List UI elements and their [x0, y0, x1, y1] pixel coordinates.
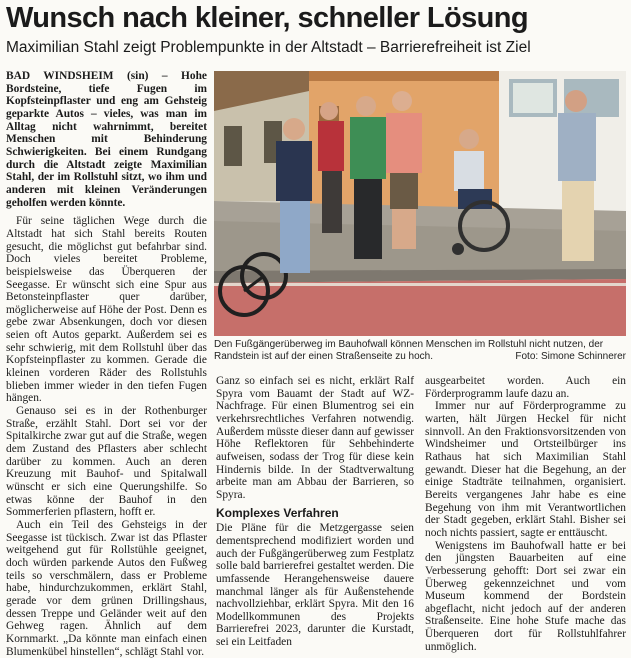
subheadline: Maximilian Stahl zeigt Problempunkte in der Altstadt – Barrierefreiheit ist Ziel — [6, 39, 531, 56]
headline: Wunsch nach kleiner, schneller Lösung — [6, 2, 528, 34]
photo-credit: Foto: Simone Schinnerer — [515, 351, 626, 362]
column-2 — [216, 375, 414, 649]
body-paragraph: Für seine täglichen Wege durch die Altstadt hat sich Stahl bereits Routen gesucht, die möglichst gut befahrbar sind. Doch vieles bereitet Probleme, beispielsweise das Überqueren der Seegasse. Er wünscht sich eine Spur aus Betonsteinpflaster quer darüber, möglicherweise auf Höhe der Post. Denn es gebe zwar Absenkungen, doch vor diesen seien oft Autos geparkt. Außerdem sei es sehr schwierig, mit dem Rollstuhl über das Kopfsteinpflaster zu kommen. Gerade die kleinen vorderen Räder des Rollstuhls blieben immer wieder in den tiefen Fugen hängen. — [6, 215, 207, 405]
column-3 — [425, 375, 626, 653]
photo-caption: Den Fußgängerüberweg im Bauhofwall können Menschen im Rollstuhl nicht nutzen, der Randstein ist auf der einen Straßenseite zu hoch. — [214, 339, 604, 362]
section-heading: Komplexes Verfahren — [216, 505, 339, 520]
photo-caption-block — [214, 339, 626, 363]
body-paragraph: ausgearbeitet worden. Auch ein Förderprogramm laufe dazu an. — [425, 375, 626, 400]
column-1 — [6, 70, 207, 658]
body-paragraph: Immer nur auf Förderprogramme zu warten, hält Jürgen Heckel für nicht sinnvoll. An den Fraktionsvorsitzenden von Windsheimer und Ortsteilbürger ins Rathaus hat sich Maximilian Stahl gewandt. Dieser hat die Begehung, an der einige Stadträte teilnahmen, organisiert. Bereits vergangenes Jahr habe es eine Begehung von ihm mit Verantwortlichen der Stadt gegeben, erklärt Stahl. Bisher sei noch nichts passiert, sagte er enttäuscht. — [425, 400, 626, 539]
body-paragraph: Auch ein Teil des Gehsteigs in der Seegasse ist tückisch. Zwar ist das Pflaster weitgehend gut für Rollstühle geeignet, doch würden parkende Autos den Fußweg teils so verschmälern, dass er Probleme habe, hindurchzukommen, erklärt Stahl, gerade vor dem grünen Drillingshaus, dessen Treppe und Geländer weit auf den Gehweg ragen. Ähnlich auf dem Kornmarkt. „Da könnte man einfach einen Blumenkübel hinstellen“, schlägt Stahl vor. — [6, 518, 207, 658]
body-paragraph: Ganz so einfach sei es nicht, erklärt Ralf Spyra vom Bauamt der Stadt auf WZ-Nachfrage. Für einen Blumentrog sei ein verkehrsrechtliches Verfahren notwendig. Außerdem müsste dieser dann auf gewisser Höhe Reflektoren für Sehbehinderte aufweisen, sodass der Trog für diese kein Hindernis bilde. In der Stadtverwaltung arbeite man am Abbau der Barrieren, so Spyra. — [216, 375, 414, 501]
body-paragraph: Wenigstens im Bauhofwall hatte er bei den jüngsten Bauarbeiten auf eine Verbesserung gehofft: Dort sei zwar ein Überweg gekennzeichnet und vom Museum kommend der Bordstein abgeflacht, nicht jedoch auf der anderen Straßenseite. Eine hohe Stufe mache das Überqueren dort für Rollstuhlfahrer unmöglich. — [425, 539, 626, 653]
lead-paragraph — [6, 70, 207, 209]
body-paragraph: Genauso sei es in der Rothenburger Straße, erzählt Stahl. Dort sei vor der Spitalkirche zwar gut auf die Straße, wegen dem Zustand des Pflasters aber schlecht darüber zu kommen. Auch an deren Kreuzung mit Bauhof- und Spitalwall wünscht er sich eine Querungshilfe. So etwas könne der Bauhof in den Sommerferien pflastern, hofft er. — [6, 405, 207, 519]
photo-illustration — [214, 71, 626, 336]
body-paragraph: Die Pläne für die Metzgergasse seien dementsprechend modifiziert worden und auch der Fußgängerüberweg zum Festplatz solle bald barrierefrei gestaltet werden. Die umfassende Herangehensweise dauere manchmal länger als für Außenstehende nachvollziehbar, erklärt Spyra. Mit den 16 Modellkommunen des Projekts Barrierefrei 2023, darunter die Kurstadt, sei ein Leitfaden — [216, 522, 414, 649]
lead-text: Hohe Bordsteine, tiefe Fugen im Kopfsteinpflaster und eng am Gehsteig geparkte Autos – vieles, was man im Alltag nicht wahrnimmt, bereitet Menschen mit Behinderung Schwierigkeiten. Bei einem Rundgang durch die Altstadt zeigte Maximilian Stahl, der im Rollstuhl sitzt, wo ihm und anderen mit kleinen Veränderungen geholfen werden könnte. — [6, 70, 207, 209]
article-photo — [214, 71, 626, 336]
dateline: BAD WINDSHEIM (sin) – — [6, 70, 168, 82]
